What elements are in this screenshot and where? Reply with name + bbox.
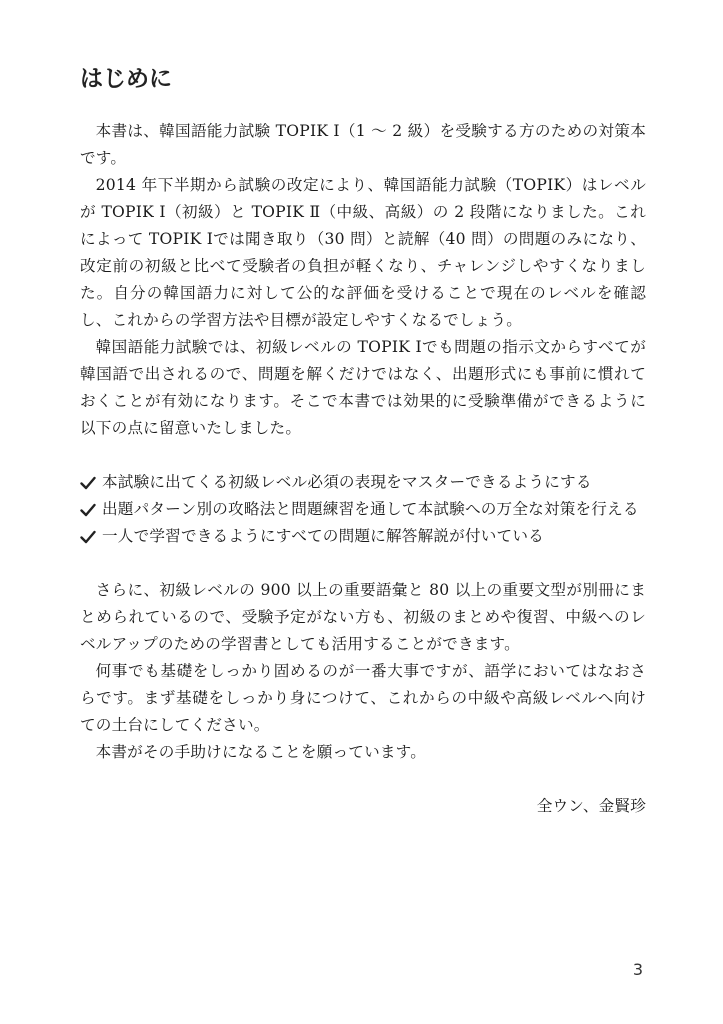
paragraph: 韓国語能力試験では、初級レベルの TOPIK Ⅰでも問題の指示文からすべてが韓国語で出されるので、問題を解くだけではなく、出題形式にも事前に慣れておくことが有効になります。そこで本書では効果的に受験準備ができるように以下の点に留意いたしました。 — [80, 338, 646, 437]
page-number: 3 — [632, 960, 643, 979]
checklist-item-text: 一人で学習できるようにすべての問題に解答解説が付いている — [102, 527, 544, 545]
feature-checklist — [80, 469, 646, 550]
paragraph: 2014 年下半期から試験の改定により、韓国語能力試験（TOPIK）はレベルが TOPIK Ⅰ（初級）と TOPIK Ⅱ（中級、高級）の 2 段階になりました。これによって TOPIK Ⅰでは聞き取り（30 問）と読解（40 問）の問題のみになり、改定前の初級と比べて受験者の負担が軽くなり、チャレンジしやすくなりました。自分の韓国語力に対して公的な評価を受けることで現在のレベルを確認し、これからの学習方法や目標が設定しやすくなるでしょう。 — [80, 176, 646, 329]
paragraph: 本書は、韓国語能力試験 TOPIK Ⅰ（1 ～ 2 級）を受験する方のための対策本です。 — [80, 122, 646, 167]
paragraph: さらに、初級レベルの 900 以上の重要語彙と 80 以上の重要文型が別冊にまとめられているので、受験予定がない方も、初級のまとめや復習、中級へのレベルアップのための学習書としても活用することができます。 — [80, 581, 646, 653]
page-title: はじめに — [80, 66, 172, 92]
paragraph: 本書がその手助けになることを願っています。 — [95, 743, 427, 761]
checklist-item — [80, 523, 646, 550]
checklist-item-text: 本試験に出てくる初級レベル必須の表現をマスターできるようにする — [102, 473, 592, 491]
checklist-item-text: 出題パターン別の攻略法と問題練習を通して本試験への万全な対策を行える — [102, 500, 639, 518]
checklist-item — [80, 496, 646, 523]
paragraph: 何事でも基礎をしっかり固めるのが一番大事ですが、語学においてはなおさらです。まず基礎をしっかり身につけて、これからの中級や高級レベルへ向けての土台にしてください。 — [80, 662, 646, 734]
check-mark-icon — [80, 529, 96, 545]
preface-body — [80, 118, 646, 820]
check-mark-icon — [80, 502, 96, 518]
checklist-item — [80, 469, 646, 496]
check-mark-icon — [80, 475, 96, 491]
author-signature: 全ウン、金賢珍 — [536, 797, 646, 815]
